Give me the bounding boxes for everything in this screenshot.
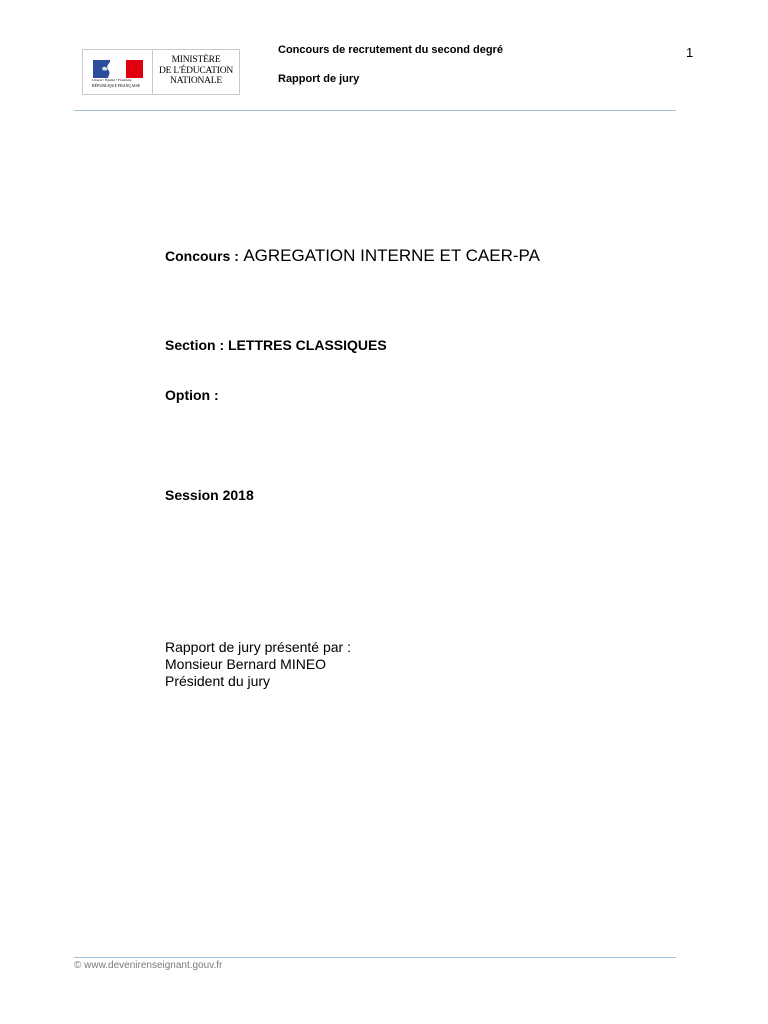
ministry-line: DE L'ÉDUCATION [158,65,234,76]
ministry-line: NATIONALE [169,76,223,86]
concours-label: Concours : [165,248,239,264]
footer-copyright: © www.devenirenseignant.gouv.fr [74,960,223,971]
republic-name: RÉPUBLIQUE FRANÇAISE [92,83,141,88]
header-divider [74,110,676,111]
marianne-flag-icon [93,60,143,78]
presenter-intro: Rapport de jury présenté par : [165,639,351,655]
presenter-role: Président du jury [165,673,271,689]
concours-line [165,246,540,266]
session-line: Session 2018 [165,487,254,503]
republic-logo [83,50,153,94]
option-line: Option : [165,387,219,403]
header-title: Concours de recrutement du second degré [278,44,503,56]
header-subtitle: Rapport de jury [278,73,360,85]
ministry-line: MINISTÈRE [171,55,221,65]
presenter-block [165,639,351,690]
ministry-logo [82,49,240,95]
concours-value: AGREGATION INTERNE ET CAER-PA [243,246,540,265]
presenter-name: Monsieur Bernard MINEO [165,656,327,672]
page-number: 1 [686,45,694,60]
republic-motto: Liberté • Égalité • Fraternité [92,78,132,82]
ministry-name [153,55,239,87]
footer-divider [74,957,676,958]
section-line: Section : LETTRES CLASSIQUES [165,337,387,353]
